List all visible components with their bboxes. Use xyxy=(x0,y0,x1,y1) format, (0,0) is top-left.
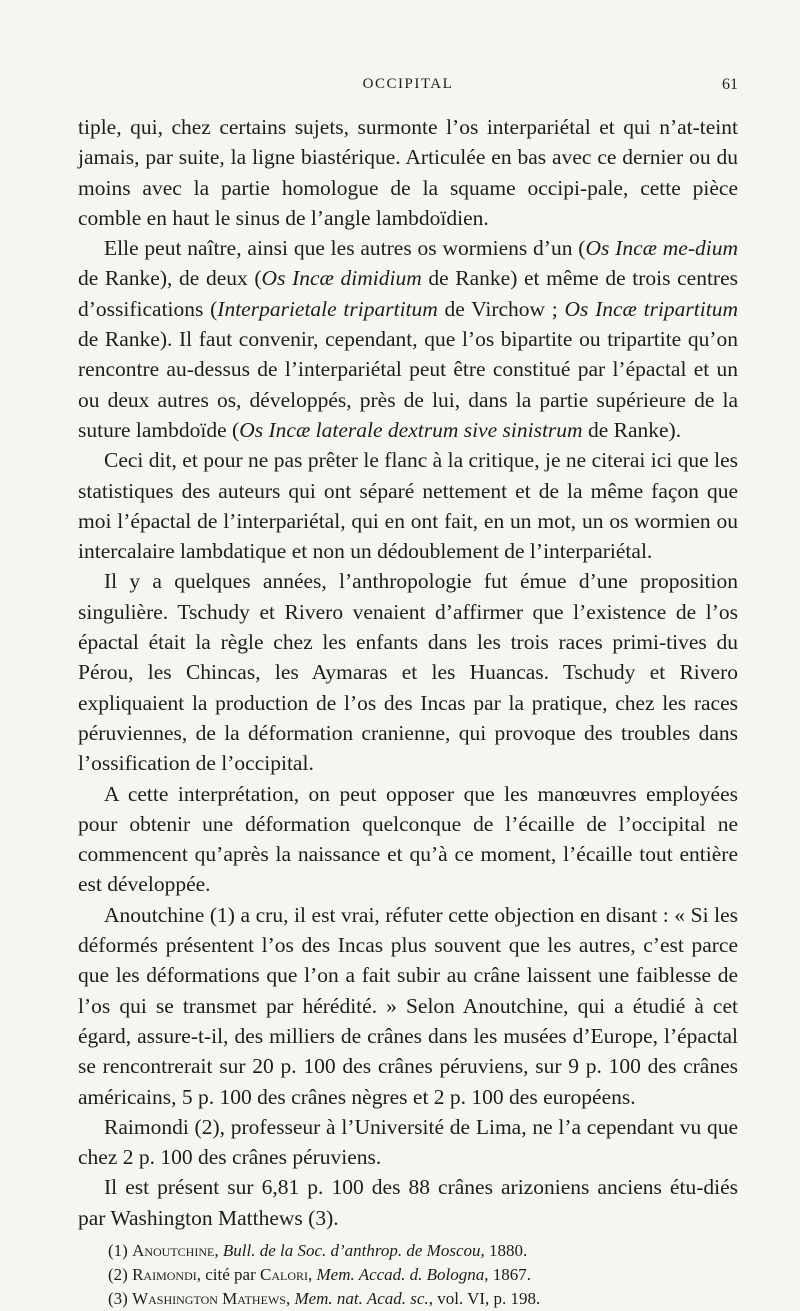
author-name: Raimondi xyxy=(132,1264,197,1284)
paragraph xyxy=(78,112,738,233)
italic-text: Mem. Accad. d. Bologna xyxy=(316,1264,485,1284)
italic-text: Os Incæ tripartitum xyxy=(564,296,738,321)
text-run: Il y a quelques années, l’anthropologie fut émue d’une proposition singulière. Tschudy et Rivero venaient d’affirmer que l’existence de l’os épactal était la règle chez les enfants dans les trois races primi-tives du Pérou, les Chincas, les Aymaras et les Huancas. Tschudy et Rivero expliquaient la production de l’os des Incas par la pratique, chez les races péruviennes, de la déformation cranienne, qui provoque des troubles dans l’ossification de l’occipital. xyxy=(78,569,738,776)
text-run: Il est présent sur 6,81 p. 100 des 88 crânes arizoniens anciens étu-diés par Washington Matthews (3). xyxy=(78,1175,738,1230)
footnote xyxy=(78,1287,738,1311)
author-name: Calori xyxy=(260,1264,309,1284)
text-run: de Ranke). xyxy=(582,417,682,442)
text-run: Raimondi (2), professeur à l’Université de Lima, ne l’a cependant vu que chez 2 p. 100 des crânes péruviens. xyxy=(78,1114,738,1170)
text-run: de Ranke) et même de trois centres d’ossifications ( xyxy=(78,266,738,321)
text-run: , cité par xyxy=(196,1264,260,1284)
paragraph xyxy=(78,1172,738,1233)
footnote xyxy=(78,1263,738,1287)
italic-text: Bull. de la Soc. d’anthrop. de Moscou xyxy=(222,1240,481,1260)
text-run: (1) xyxy=(108,1240,133,1260)
text-run: Anoutchine (1) a cru, il est vrai, réfuter cette objection en disant : « Si les déformés présentent l’os des Incas plus souvent que les autres, c’est parce que les déformations que l’on a fait subir au crâne laissent une faiblesse de l’os qui se transmet par hérédité. » Selon Anoutchine, qui a étudié à cet égard, assure-t-il, des milliers de crânes dans les musées d’Europe, l’épactal se rencontrerait sur 20 p. 100 des crânes péruviens, sur 9 p. 100 des crânes américains, 5 p. 100 des crânes nègres et 2 p. 100 des européens. xyxy=(78,902,738,1109)
text-run: , 1867. xyxy=(484,1264,532,1284)
paragraph xyxy=(78,900,738,1112)
text-run: de Virchow ; xyxy=(437,296,565,321)
paragraph xyxy=(78,779,738,900)
text-run: de Ranke). Il faut convenir, cependant, que l’os bipartite ou tripartite qu’on rencontre au-dessus de l’interpariétal peut être constitué par l’épactal et un ou deux autres os, développés, près de lui, dans la partie supérieure de la suture lambdoïde ( xyxy=(78,327,738,442)
author-name: Washington Mathews xyxy=(132,1288,286,1308)
italic-text: Os Incæ dimidium xyxy=(261,266,422,291)
paragraph xyxy=(78,233,738,445)
main-text xyxy=(78,112,738,1311)
text-run: , vol. VI, p. 198. xyxy=(428,1288,541,1308)
paragraph xyxy=(78,445,738,566)
italic-text: Mem. nat. Acad. sc. xyxy=(294,1288,429,1308)
text-run: , xyxy=(308,1264,317,1284)
running-title: OCCIPITAL xyxy=(362,76,454,92)
author-name: Anoutchine xyxy=(132,1240,215,1260)
page-number: 61 xyxy=(722,76,738,93)
text-run: tiple, qui, chez certains sujets, surmonte l’os interpariétal et qui n’at-teint jamais, par suite, la ligne biastérique. Articulée en bas avec ce dernier ou du moins avec la partie homologue de la squame occipi-pale, cette pièce comble en haut le sinus de l’angle lambdoïdien. xyxy=(78,115,738,230)
italic-text: Interparietale tripartitum xyxy=(217,296,438,321)
text-run: , 1880. xyxy=(480,1240,528,1260)
paragraph xyxy=(78,566,738,778)
footnote xyxy=(78,1239,738,1263)
paragraph xyxy=(78,1112,738,1173)
text-run: , xyxy=(214,1240,223,1260)
italic-text: Os Incæ me-dium xyxy=(585,236,738,261)
running-header xyxy=(78,76,738,100)
text-run: (2) xyxy=(108,1264,133,1284)
text-run: de Ranke), de deux ( xyxy=(78,266,262,291)
italic-text: Os Incæ laterale dextrum sive sinistrum xyxy=(239,417,583,442)
text-run: Elle peut naître, ainsi que les autres os wormiens d’un ( xyxy=(104,236,586,261)
text-run: (3) xyxy=(108,1288,133,1308)
footnotes xyxy=(78,1239,738,1311)
text-run: Ceci dit, et pour ne pas prêter le flanc à la critique, je ne citerai ici que les statistiques des auteurs qui ont séparé nettement et de la même façon que moi l’épactal de l’interpariétal, qui en ont fait, en un mot, un os wormien ou intercalaire lambdatique et non un dédoublement de l’interpariétal. xyxy=(78,448,738,564)
text-run: , xyxy=(285,1288,295,1308)
text-run: A cette interprétation, on peut opposer que les manœuvres employées pour obtenir une déformation quelconque de l’écaille de l’occipital ne commencent qu’après la naissance et qu’à ce moment, l’écaille tout entière est développée. xyxy=(78,781,738,897)
